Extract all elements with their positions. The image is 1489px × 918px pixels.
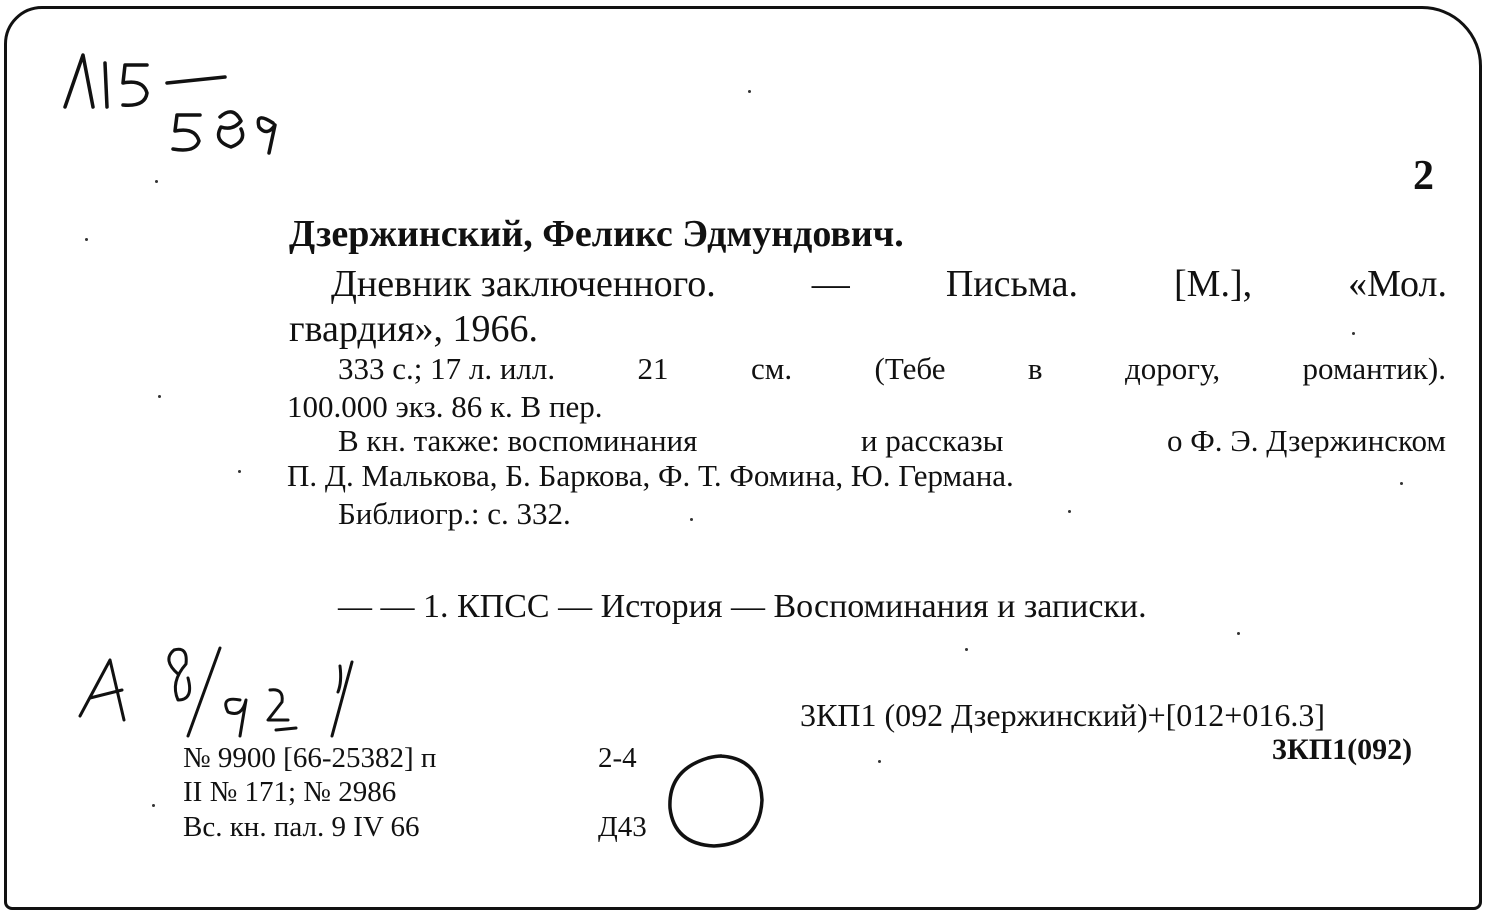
classification-short: 3КП1(092) bbox=[1272, 733, 1413, 766]
edition-price: 100.000 экз. 86 к. В пер. bbox=[287, 389, 603, 424]
title-part-1: Дневник заключенного. bbox=[331, 263, 716, 305]
speck bbox=[965, 648, 968, 651]
physical-part-5: в bbox=[1027, 351, 1043, 386]
note-part-1: В кн. также: воспоминания bbox=[338, 423, 698, 458]
speck bbox=[1068, 510, 1071, 513]
speck bbox=[85, 238, 88, 241]
physical-part-2: 21 bbox=[637, 351, 669, 386]
bibliography-note: Библиогр.: с. 332. bbox=[338, 496, 571, 531]
hole-circle bbox=[660, 748, 770, 858]
speck bbox=[1352, 332, 1355, 335]
physical-part-4: (Тебе bbox=[874, 351, 946, 386]
title-part-4: [М.], bbox=[1174, 263, 1253, 305]
speck bbox=[748, 90, 751, 93]
title-part-3: Письма. bbox=[945, 263, 1078, 305]
title-continuation: гвардия», 1966. bbox=[289, 308, 539, 350]
classification-code: 3КП1 (092 Дзержинский)+[012+016.3] bbox=[800, 697, 1325, 733]
contents-note bbox=[338, 423, 1446, 459]
title-line bbox=[331, 262, 1447, 306]
note-part-3: о Ф. Э. Дзержинском bbox=[1166, 423, 1446, 458]
physical-part-6: дорогу, bbox=[1124, 351, 1221, 386]
note-part-2: и рассказы bbox=[860, 423, 1004, 458]
card-number: 2 bbox=[1413, 153, 1434, 199]
speck bbox=[690, 518, 693, 521]
registration-line-1: № 9900 [66-25382] п bbox=[183, 742, 437, 774]
title-part-2: — bbox=[811, 263, 850, 305]
speck bbox=[1400, 482, 1403, 485]
physical-part-3: см. bbox=[750, 351, 793, 386]
speck bbox=[238, 470, 241, 473]
handwritten-note bbox=[70, 640, 400, 740]
title-part-5: «Мол. bbox=[1348, 263, 1447, 305]
author-heading: Дзержинский, Феликс Эдмундович. bbox=[289, 213, 904, 255]
registration-line-2: II № 171; № 2986 bbox=[183, 776, 397, 808]
speck bbox=[158, 395, 161, 398]
physical-part-1: 333 с.; 17 л. илл. bbox=[338, 351, 556, 386]
speck bbox=[878, 760, 881, 763]
registration-code-2: Д43 bbox=[598, 811, 647, 843]
subject-heading: — — 1. КПСС — История — Воспоминания и записки. bbox=[338, 588, 1147, 625]
contents-note-continuation: П. Д. Малькова, Б. Баркова, Ф. Т. Фомина, Ю. Германа. bbox=[287, 458, 1014, 493]
speck bbox=[1237, 632, 1240, 635]
speck bbox=[152, 804, 155, 807]
registration-code: 2-4 bbox=[598, 742, 637, 774]
physical-description bbox=[338, 351, 1446, 387]
registration-line-3: Вс. кн. пал. 9 IV 66 bbox=[183, 811, 420, 843]
speck bbox=[155, 180, 158, 183]
physical-part-7: романтик). bbox=[1302, 351, 1446, 386]
